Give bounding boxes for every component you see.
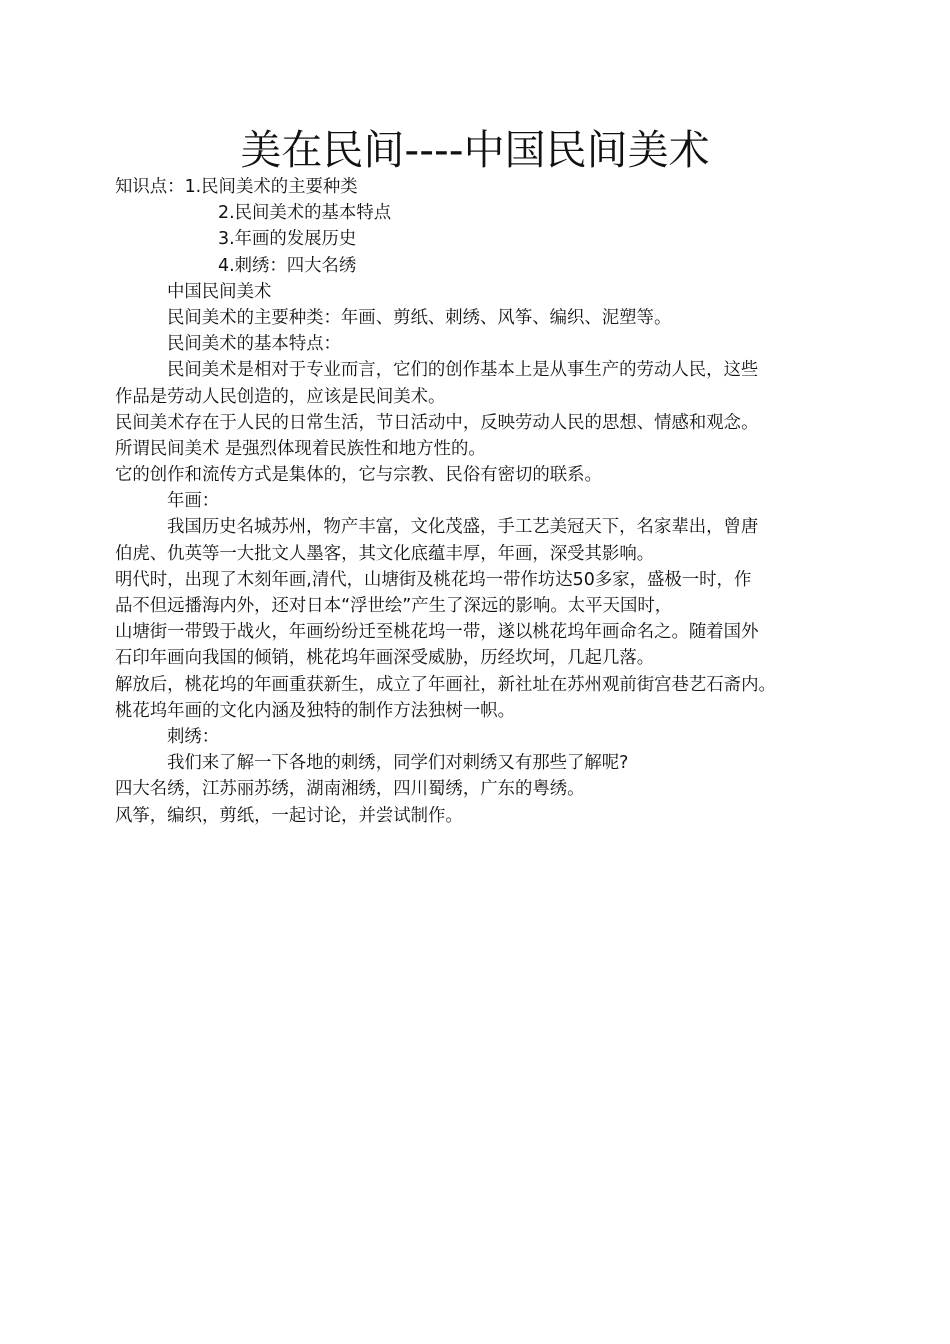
knowledge-point-item: 3.年画的发展历史 <box>218 229 357 250</box>
paragraph-line: 民间美术是相对于专业而言，它们的创作基本上是从事生产的劳动人民，这些 <box>167 360 759 381</box>
paragraph-line: 四大名绣，江苏丽苏绣，湖南湘绣，四川蜀绣，广东的粤绣。 <box>115 779 585 800</box>
paragraph-line: 伯虎、仇英等一大批文人墨客，其文化底蕴丰厚，年画，深受其影响。 <box>115 543 655 564</box>
paragraph-line: 桃花坞年画的文化内涵及独特的制作方法独树一帜。 <box>115 700 515 721</box>
knowledge-point-item: 1.民间美术的主要种类 <box>184 177 358 197</box>
paragraph-line: 明代时，出现了木刻年画,清代，山塘街及桃花坞一带作坊达50多家，盛极一时，作 <box>115 569 752 590</box>
knowledge-point-item: 2.民间美术的基本特点 <box>218 203 392 224</box>
knowledge-point-item: 4.刺绣：四大名绣 <box>218 255 357 276</box>
paragraph-line: 风筝，编织，剪纸，一起讨论，并尝试制作。 <box>115 805 463 826</box>
paragraph-line: 它的创作和流传方式是集体的，它与宗教、民俗有密切的联系。 <box>115 465 602 486</box>
paragraph-line: 所谓民间美术 是强烈体现着民族性和地方性的。 <box>115 438 486 459</box>
section-heading: 民间美术的基本特点： <box>167 334 341 355</box>
paragraph-line: 石印年画向我国的倾销，桃花坞年画深受威胁，历经坎坷，几起几落。 <box>115 648 655 669</box>
paragraph-line: 作品是劳动人民创造的，应该是民间美术。 <box>115 386 446 407</box>
knowledge-points-line <box>115 174 845 200</box>
page-title: 美在民间----中国民间美术 <box>240 126 710 174</box>
section-heading: 年画： <box>167 491 220 512</box>
paragraph-line: 我们来了解一下各地的刺绣，同学们对刺绣又有那些了解呢? <box>167 753 629 774</box>
knowledge-points-label: 知识点： <box>115 177 185 197</box>
paragraph-line: 民间美术的主要种类：年画、剪纸、刺绣、风筝、编织、泥塑等。 <box>167 307 672 328</box>
section-heading: 中国民间美术 <box>167 281 272 302</box>
paragraph-line: 民间美术存在于人民的日常生活，节日活动中，反映劳动人民的思想、情感和观念。 <box>115 412 759 433</box>
paragraph-line: 解放后，桃花坞的年画重获新生，成立了年画社，新社址在苏州观前街宫巷艺石斋内。 <box>115 674 776 695</box>
section-heading: 刺绣： <box>167 726 220 747</box>
document-body <box>115 174 845 829</box>
paragraph-line: 品不但远播海内外，还对日本“浮世绘”产生了深远的影响。太平天国时， <box>115 596 673 616</box>
paragraph-line: 山塘街一带毁于战火，年画纷纷迁至桃花坞一带，遂以桃花坞年画命名之。随着国外 <box>115 622 759 643</box>
paragraph-line: 我国历史名城苏州，物产丰富，文化茂盛，手工艺美冠天下，名家辈出，曾唐 <box>167 517 759 538</box>
